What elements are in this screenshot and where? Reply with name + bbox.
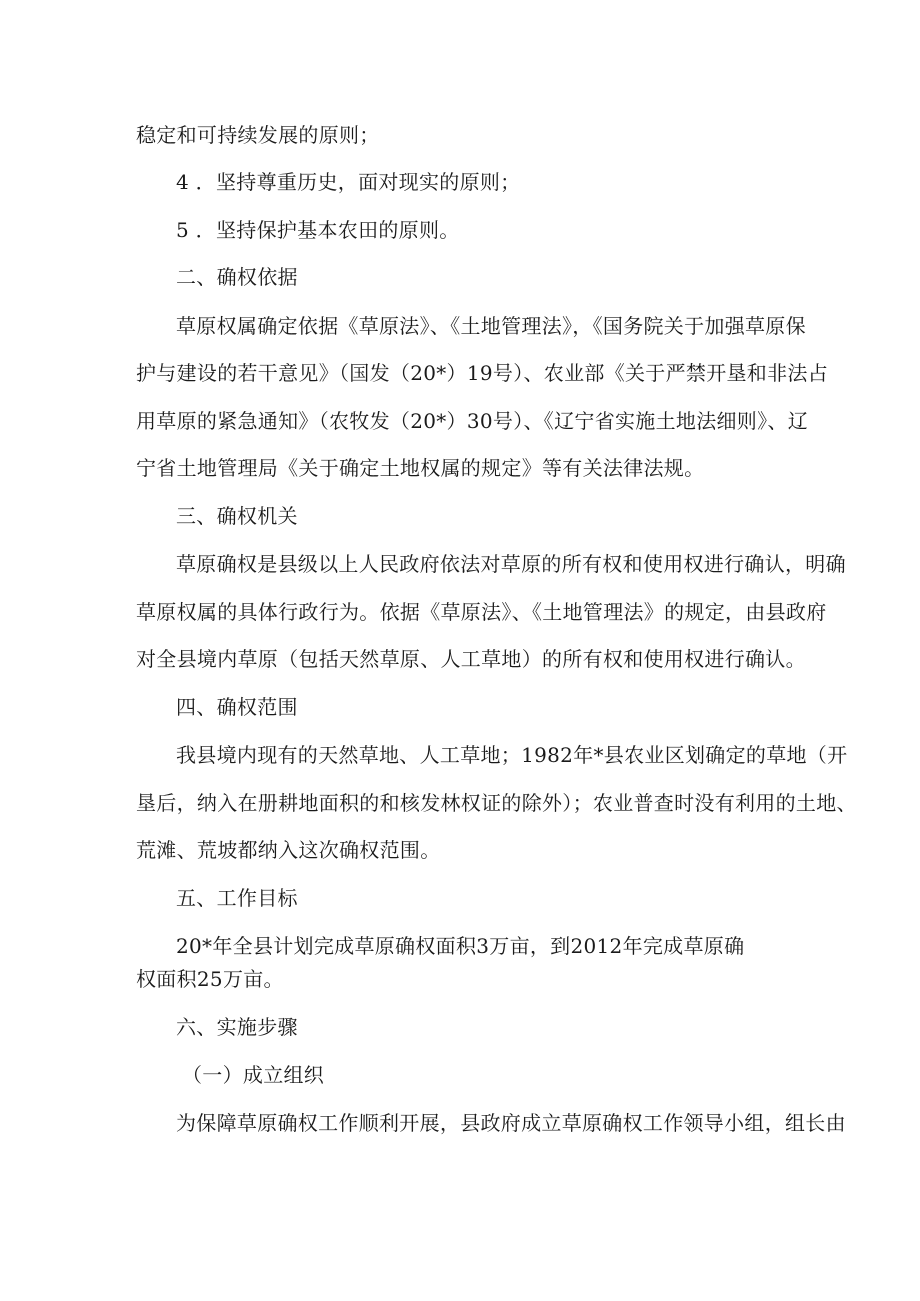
paragraph-line: 对全县境内草原（包括天然草原、人工草地）的所有权和使用权进行确认。 xyxy=(136,647,806,671)
paragraph-line: 权面积25万亩。 xyxy=(136,967,284,991)
principle-5: 5 ．坚持保护基本农田的原则。 xyxy=(176,218,460,242)
text-line: 稳定和可持续发展的原则； xyxy=(136,123,380,147)
principle-4: 4 ．坚持尊重历史，面对现实的原则； xyxy=(176,170,521,194)
paragraph-line: 草原权属的具体行政行为。依据《草原法》、《土地管理法》的规定，由县政府 xyxy=(136,600,827,624)
paragraph-line: 护与建设的若干意见》（国发（20*）19号）、农业部《关于严禁开垦和非法占 xyxy=(136,361,828,385)
paragraph-line: 20*年全县计划完成草原确权面积3万亩，到2012年完成草原确 xyxy=(176,934,745,958)
paragraph-line: 垦后，纳入在册耕地面积的和核发林权证的除外）；农业普查时没有利用的土地、 xyxy=(136,791,857,815)
paragraph-line: 荒滩、荒坡都纳入这次确权范围。 xyxy=(136,838,441,862)
section-heading-goal: 五、工作目标 xyxy=(176,886,298,910)
section-heading-authority: 三、确权机关 xyxy=(176,504,298,528)
section-heading-steps: 六、实施步骤 xyxy=(176,1015,298,1039)
paragraph-line: 为保障草原确权工作顺利开展，县政府成立草原确权工作领导小组，组长由 xyxy=(176,1111,846,1135)
paragraph-line: 草原确权是县级以上人民政府依法对草原的所有权和使用权进行确认，明确 xyxy=(176,552,846,576)
paragraph-line: 草原权属确定依据《草原法》、《土地管理法》，《国务院关于加强草原保 xyxy=(176,314,806,338)
section-heading-basis: 二、确权依据 xyxy=(176,265,298,289)
subsection-heading: （一）成立组织 xyxy=(182,1063,325,1087)
paragraph-line: 用草原的紧急通知》（农牧发（20*）30号）、《辽宁省实施土地法细则》、辽 xyxy=(136,409,808,433)
paragraph-line: 我县境内现有的天然草地、人工草地；1982年*县农业区划确定的草地（开 xyxy=(176,743,848,767)
section-heading-scope: 四、确权范围 xyxy=(176,695,298,719)
paragraph-line: 宁省土地管理局《关于确定土地权属的规定》等有关法律法规。 xyxy=(136,456,705,480)
